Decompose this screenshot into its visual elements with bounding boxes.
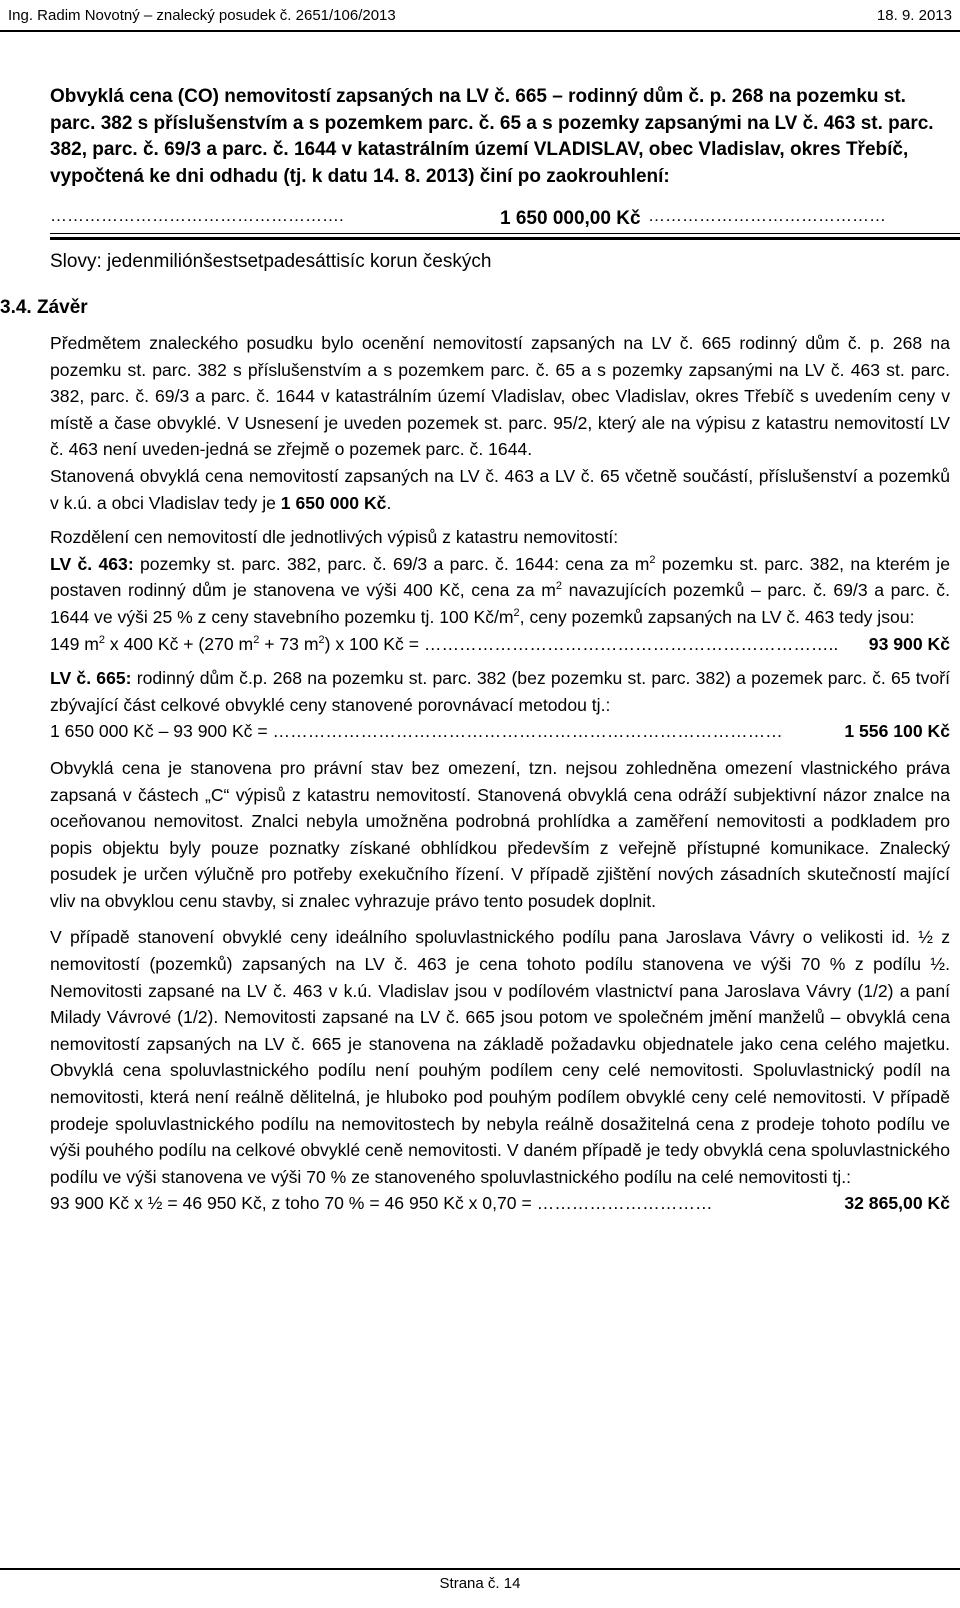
paragraph-share: V případě stanovení obvyklé ceny ideálního spoluvlastnického podílu pana Jaroslava Vávry o velikosti id. ½ z nemovitostí (pozemků) zapsaných na LV č. 463 je cena tohoto podílu stanovena ve výši 70 % z podílu ½. Nemovitosti zapsané na LV č. 463 v k.ú. Vladislav jsou v podílovém vlastnictví pana Jaroslava Vávry (1/2) a paní Milady Vávrové (1/2). Nemovitosti zapsané na LV č. 665 jsou potom ve společném jmění manželů – obvyklá cena nemovitostí zapsaných na LV č. 665 je stanovena na základě požadavku objednatele jako cena celého majetku. Obvyklá cena spoluvlastnického podílu není pouhým podílem ceny celé nemovitosti. Spoluvlastnický podíl na nemovitosti, která není reálně dělitelná, je hluboko pod pouhým podílem obvyklé ceny celé nemovitosti. V případě prodeje spoluvlastnického podílu na nemovitostech by nebyla reálně dosažitelná cena z prodeje tohoto podílu ve výši pouhého podílu na celkové obvyklé ceně nemovitosti. V daném případě je tedy obvyklá cena spoluvlastnického podílu ve výši stanovena ve výši 70 % ze stanoveného spoluvlastnického podílu na celé nemovitosti tj.: <box>50 927 950 1187</box>
calc-line-lv463 <box>50 631 950 658</box>
footer-divider <box>0 1568 960 1570</box>
page-header <box>0 0 960 32</box>
text: . <box>386 492 392 513</box>
calc-expression: 93 900 Kč x ½ = 46 950 Kč, z toho 70 % = 46 950 Kč x 0,70 = ………………………… <box>50 1193 713 1214</box>
text: + 73 m <box>259 633 319 654</box>
calc-result: 93 900 Kč <box>868 633 950 654</box>
paragraph-subject: Předmětem znaleckého posudku bylo ocenění nemovitostí zapsaných na LV č. 665 rodinný dům č. p. 268 na pozemku st. parc. 382 s příslušenstvím a s pozemkem parc. č. 65 a s pozemky zapsanými na LV č. 463 st. parc. 382, parc. č. 69/3 a parc. č. 1644 v katastrálním území Vladislav, obec Vladislav, okres Třebíč s uvedením ceny v místě a čase obvyklé. V Usnesení je uveden pozemek st. parc. 95/2, který ale na výpisu z katastru nemovitostí LV č. 463 není uveden-jedná se zřejmě o pozemek parc. č. 1644. <box>50 333 950 460</box>
page-number: Strana č. 14 <box>439 1575 521 1592</box>
calc-expression <box>50 631 838 658</box>
calc-result: 32 865,00 Kč <box>844 1193 950 1214</box>
text: rodinný dům č.p. 268 na pozemku st. parc. 382 (bez pozemku st. parc. 382) a pozemek parc. č. 65 tvoří zbývající část celkové obvyklé ceny stanovené porovnávací metodou tj.: <box>50 668 950 715</box>
intro-paragraph: Obvyklá cena (CO) nemovitostí zapsaných na LV č. 665 – rodinný dům č. p. 268 na pozemku st. parc. 382 s příslušenstvím a s pozemkem parc. č. 65 a s pozemky zapsanými na LV č. 463 st. parc. 382, parc. č. 69/3 a parc. č. 1644 v katastrálním území VLADISLAV, obec Vladislav, okres Třebíč, vypočtená ke dni odhadu (tj. k datu 14. 8. 2013) činí po zaokrouhlení: <box>50 86 934 187</box>
superscript: 2 <box>555 580 562 593</box>
text: navazujících pozemků – parc. č. 69/3 a parc. č. 1644 ve výši 25 % z ceny stavebního pozemku tj. 100 Kč/m <box>50 580 950 627</box>
dot-leader-left: ……………………………………………. <box>50 206 344 225</box>
superscript: 2 <box>98 633 106 646</box>
stated-price: 1 650 000 Kč <box>280 492 387 513</box>
superscript: 2 <box>318 633 325 646</box>
superscript: 2 <box>649 553 656 566</box>
superscript: 2 <box>513 607 520 620</box>
paragraph-lv463 <box>50 551 950 631</box>
total-price: 1 650 000,00 Kč <box>500 208 641 229</box>
paragraph-legal-state: Obvyklá cena je stanovena pro právní stav bez omezení, tzn. nejsou zohledněna omezení vlastnického práva zapsaná v částech „C“ výpisů z katastru nemovitostí. Stanovená obvyklá cena odráží subjektivní názor znalce na oceňovanou nemovitost. Znalci nebyla umožněna podrobná prohlídka a zaměření nemovitosti a podkladem pro popis objektu byly pouze poznatky získané obhlídkou především z veřejně přístupné komunikace. Znalecký posudek je určen výlučně pro potřeby exekučního řízení. V případě zjištění nových zásadních skutečností mající vliv na obvyklou cenu stavby, si znalec vyhrazuje právo tento posudek doplnit. <box>50 757 950 911</box>
paragraph-lv665 <box>50 665 950 718</box>
paragraph-split-heading: Rozdělení cen nemovitostí dle jednotlivých výpisů z katastru nemovitostí: <box>50 527 619 548</box>
lv-label: LV č. 665: <box>50 668 132 689</box>
price-in-words: Slovy: jedenmiliónšestsetpadesáttisíc korun českých <box>50 251 492 272</box>
text: Stanovená obvyklá cena nemovitostí zapsaných na LV č. 463 a LV č. 65 včetně součástí, příslušenství a pozemků v k.ú. a obci Vladislav tedy je <box>50 465 950 513</box>
superscript: 2 <box>253 633 260 646</box>
conclusion-body <box>50 330 950 1217</box>
paragraph-stated-price <box>50 463 950 516</box>
text: 149 m <box>50 633 99 654</box>
text: ) x 100 Kč = …………………………………………………………….. <box>324 633 839 654</box>
price-line <box>50 204 950 234</box>
calc-line-share <box>50 1190 950 1217</box>
calc-line-lv665 <box>50 718 950 745</box>
section-title: 3.4. Závěr <box>0 297 88 318</box>
text: pozemku st. parc. 382, na kterém je postaven rodinný dům je stanovena ve výši 400 Kč, cena za m <box>50 553 950 601</box>
header-date: 18. 9. 2013 <box>876 7 952 24</box>
divider-thick <box>50 237 960 240</box>
dot-leader-right: …………………………………… <box>648 206 886 225</box>
header-title: Ing. Radim Novotný – znalecký posudek č. 2651/106/2013 <box>8 7 396 24</box>
text: x 400 Kč + (270 m <box>105 633 254 654</box>
calc-result: 1 556 100 Kč <box>844 721 950 742</box>
divider-thin <box>50 233 960 234</box>
calc-expression: 1 650 000 Kč – 93 900 Kč = …………………………………………………………………………… <box>50 721 783 742</box>
text: pozemky st. parc. 382, parc. č. 69/3 a parc. č. 1644: cena za m <box>133 553 650 574</box>
text: , ceny pozemků zapsaných na LV č. 463 tedy jsou: <box>519 606 915 627</box>
lv-label: LV č. 463: <box>50 553 134 574</box>
